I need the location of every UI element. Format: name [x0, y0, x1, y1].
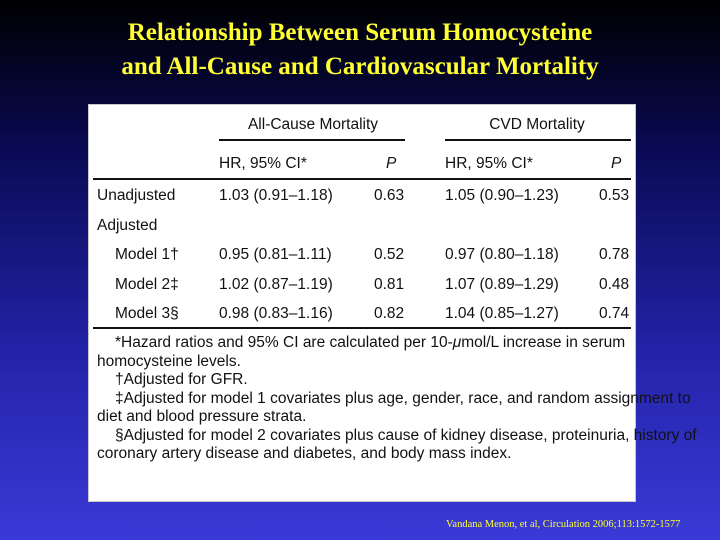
cell-unadjusted-cvd-hr: 1.05 (0.90–1.23) — [445, 187, 559, 204]
footnote-model-2-cont: coronary artery disease and diabetes, and body mass index. — [97, 445, 512, 462]
subheader-hr-all-cause: HR, 95% CI* — [219, 155, 307, 172]
header-all-cause-mortality: All-Cause Mortality — [247, 116, 379, 133]
cell-model-3-cvd-hr: 1.04 (0.85–1.27) — [445, 305, 559, 322]
slide-title-line-2: and All-Cause and Cardiovascular Mortality — [121, 53, 599, 80]
subheader-p-cvd: P — [611, 155, 622, 172]
cell-model-2-all-cause-hr: 1.02 (0.87–1.19) — [219, 276, 333, 293]
header-rule — [93, 178, 631, 180]
footnote-model-1-cont: diet and blood pressure strata. — [97, 408, 307, 425]
slide-title — [0, 16, 720, 84]
cell-unadjusted-cvd-p: 0.53 — [599, 187, 630, 204]
cell-model-1-cvd-p: 0.78 — [599, 246, 630, 263]
cell-model-1-all-cause-hr: 0.95 (0.81–1.11) — [219, 246, 332, 263]
row-label-model-3: Model 3§ — [115, 305, 179, 322]
footnote-hazard-ratio — [115, 334, 635, 353]
row-label-model-1: Model 1† — [115, 246, 179, 263]
subheader-hr-cvd: HR, 95% CI* — [445, 155, 533, 172]
results-table-panel — [88, 104, 697, 502]
header-cvd-mortality: CVD Mortality — [489, 116, 585, 133]
table-footnotes — [97, 334, 697, 464]
cell-model-2-cvd-hr: 1.07 (0.89–1.29) — [445, 276, 559, 293]
cell-model-1-cvd-hr: 0.97 (0.80–1.18) — [445, 246, 559, 263]
footnote-model-1: ‡Adjusted for model 1 covariates plus age, gender, race, and random assignment to — [115, 389, 691, 407]
cell-model-2-cvd-p: 0.48 — [599, 276, 630, 293]
citation: Vandana Menon, et al, Circulation 2006;113:1572-1577 — [446, 519, 681, 530]
body-bottom-rule — [93, 327, 631, 329]
cell-model-3-all-cause-p: 0.82 — [374, 305, 405, 322]
cell-model-3-all-cause-hr: 0.98 (0.83–1.16) — [219, 305, 333, 322]
footnote-mu-symbol: μ — [452, 334, 462, 351]
group-underline-cvd — [445, 139, 631, 141]
footnote-model-2: §Adjusted for model 2 covariates plus cause of kidney disease, proteinuria, history of — [115, 426, 697, 444]
cell-model-1-all-cause-p: 0.52 — [374, 246, 405, 263]
slide-title-line-1: Relationship Between Serum Homocysteine — [127, 19, 593, 46]
group-underline-all-cause — [219, 139, 405, 141]
cell-unadjusted-all-cause-p: 0.63 — [374, 187, 405, 204]
footnote-hazard-ratio-cont: homocysteine levels. — [97, 352, 241, 370]
row-label-unadjusted: Unadjusted — [97, 187, 176, 204]
cell-unadjusted-all-cause-hr: 1.03 (0.91–1.18) — [219, 187, 333, 204]
row-label-adjusted: Adjusted — [97, 217, 158, 234]
footnote-hazard-ratio-text-b: mol/L increase in serum — [461, 334, 626, 351]
cell-model-2-all-cause-p: 0.81 — [374, 276, 405, 293]
footnote-gfr: †Adjusted for GFR. — [115, 371, 248, 388]
subheader-p-all-cause: P — [386, 155, 397, 172]
footnote-hazard-ratio-text-a: *Hazard ratios and 95% CI are calculated per 10- — [115, 334, 453, 351]
cell-model-3-cvd-p: 0.74 — [599, 305, 630, 322]
row-label-model-2: Model 2‡ — [115, 276, 179, 293]
